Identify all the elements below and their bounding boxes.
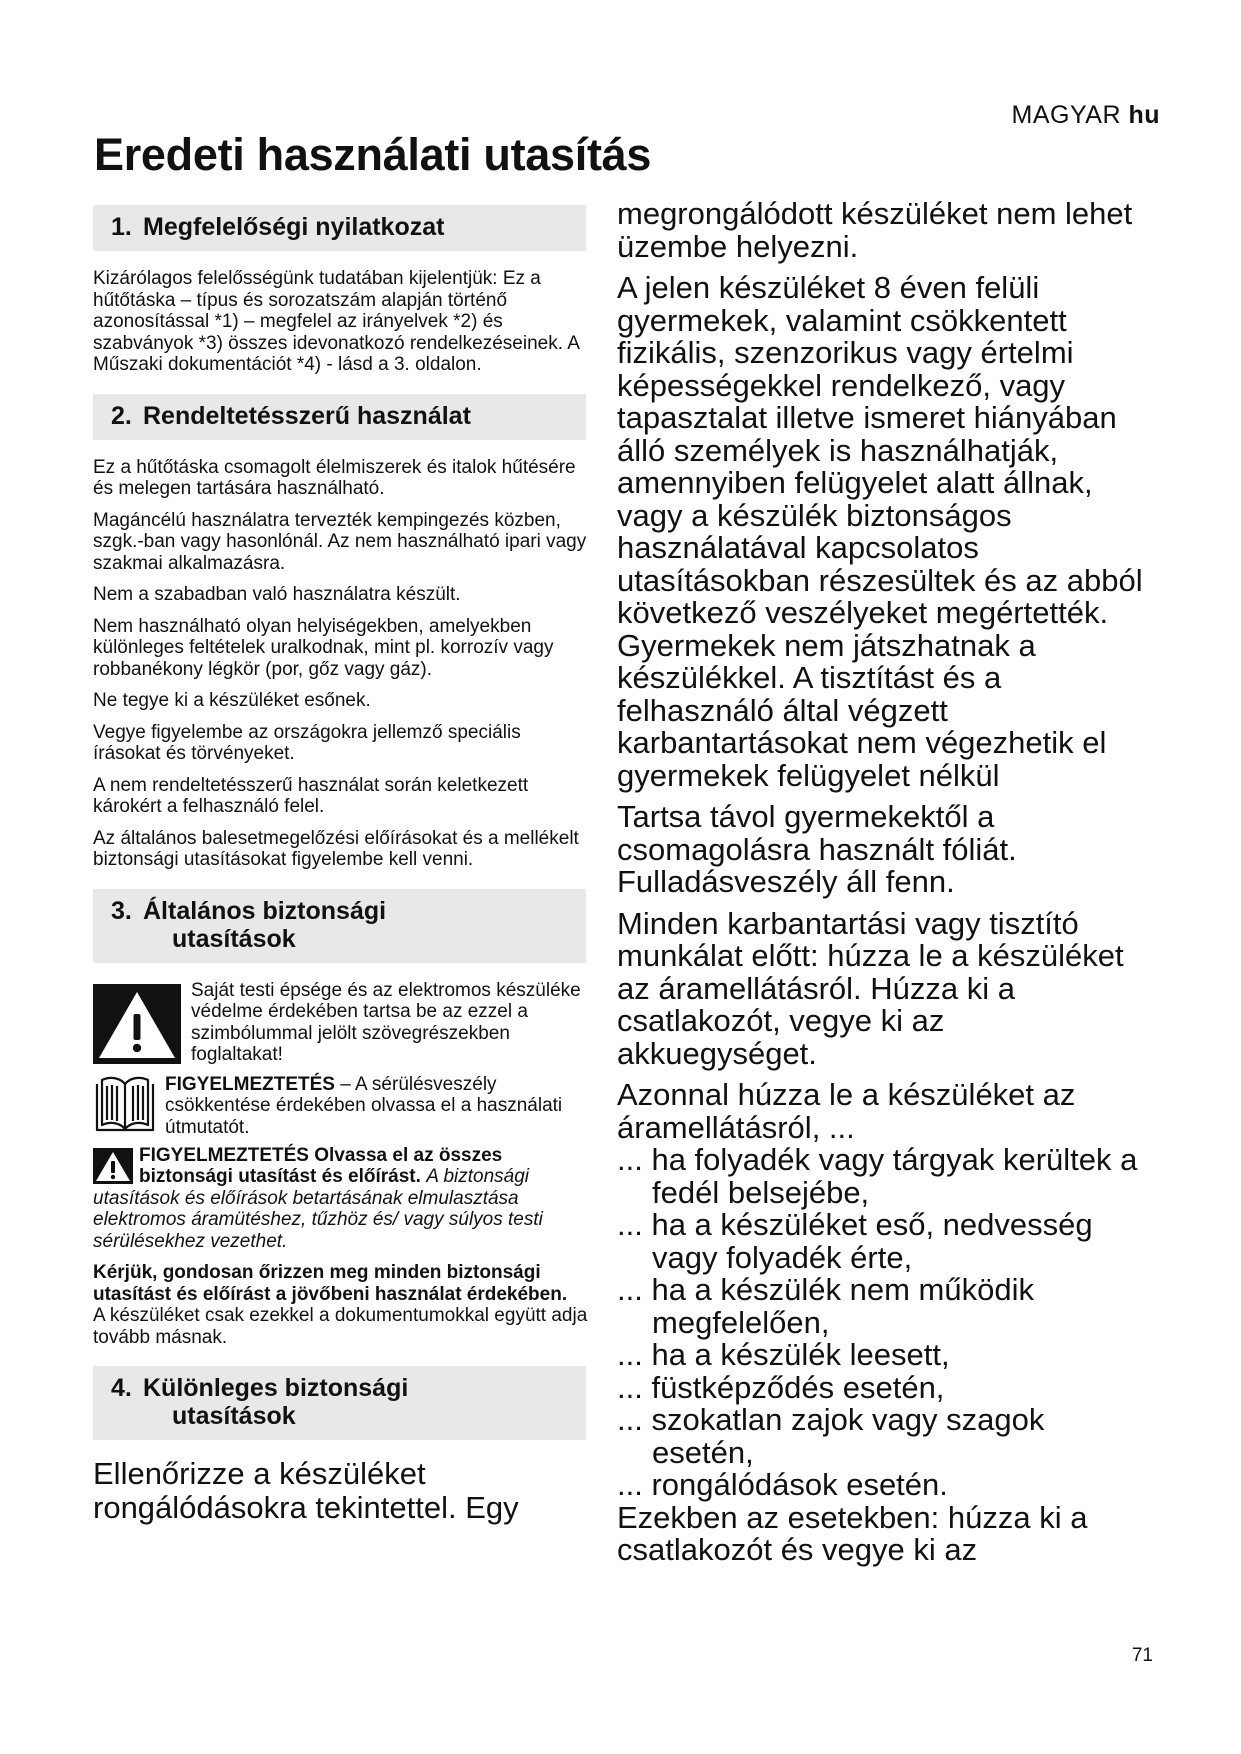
- declaration-text: Kizárólagos felelősségünk tudatában kijelentjük: Ez a hűtőtáska – típus és sorozatszám alapján történő azonosítással *1) – megfelel az irányelvek *2) és szabványok *3) összes idevonatkozó rendelkezéseinek. A Műszaki dokumentációt *4) - lásd a 3. oldalon.: [93, 268, 579, 375]
- right-column: [617, 198, 1147, 1576]
- language-label: [1012, 101, 1161, 130]
- foil-warning: Tartsa távol gyermekektől a csomagolásra használt fóliát. Fulladásveszély áll fenn.: [617, 799, 1017, 899]
- manual-warning-text: – A sérülésveszély csökkentése érdekében olvassa el a használati útmutatót.: [165, 1073, 563, 1138]
- intended-use-paragraph: Ne tegye ki a készüléket esőnek.: [93, 690, 371, 711]
- pass-on-text: A készüléket csak ezekkel a dokumentumokkal együtt adja tovább másnak.: [93, 1305, 588, 1348]
- intended-use-paragraph: Nem a szabadban való használatra készült.: [93, 584, 461, 605]
- intended-use-paragraph: Ez a hűtőtáska csomagolt élelmiszerek és italok hűtésére és melegen tartására használható.: [93, 456, 576, 499]
- language-code: hu: [1128, 101, 1160, 129]
- list-item: ... ha a készülék leesett,: [617, 1337, 950, 1372]
- maintenance-text: Minden karbantartási vagy tisztító munkálat előtt: húzza le a készüléket az áramellátásról. Húzza ki a csatlakozót, vegye ki az akkuegységet.: [617, 905, 1124, 1071]
- manual-book-icon: [93, 1074, 157, 1134]
- conditions-list: [617, 1144, 1147, 1502]
- left-column: [93, 205, 588, 1525]
- section-3-heading: 3. Általános biztonsági utasítások: [93, 889, 586, 963]
- warning-triangle-small-icon: [93, 1148, 133, 1184]
- intended-use-paragraph: Vegye figyelembe az országokra jellemző speciális írásokat és törvényeket.: [93, 721, 521, 764]
- intended-use-paragraph: Magáncélú használatra tervezték kempingezés közben, szgk.-ban vagy hasonlónál. Az nem használható ipari vagy szakmai alkalmazásra.: [93, 509, 587, 574]
- intended-use-paragraph: Nem használható olyan helyiségekben, amelyekben különleges feltételek uralkodnak, mint pl. korrozív vagy robbanékony légkör (por, gőz vagy gáz).: [93, 615, 554, 680]
- list-item: ... ha folyadék vagy tárgyak kerültek a fedél belsejébe,: [617, 1142, 1138, 1210]
- read-all-warning-bold: FIGYELMEZTETÉS Olvassa el az összes biztonsági utasítást és előírást.: [139, 1144, 503, 1187]
- manual-warning: [93, 1074, 588, 1139]
- read-all-warning-italic: A biztonsági utasítások és előírások betartásának elmulasztása elektromos áramütéshez, tűzhöz és/ vagy súlyos testi sérülésekhez vezethet.: [93, 1166, 543, 1252]
- section-2-heading: 2. Rendeltetésszerű használat: [93, 394, 586, 440]
- symbol-note: [93, 980, 588, 1066]
- check-damage-text: Ellenőrizze a készüléket rongálódásokra tekintettel. Egy: [93, 1456, 519, 1525]
- page-number: 71: [1131, 1645, 1153, 1666]
- section-1-heading: 1. Megfelelőségi nyilatkozat: [93, 205, 586, 251]
- keep-instructions: Kérjük, gondosan őrizzen meg minden biztonsági utasítást és előírást a jövőbeni használat érdekében.: [93, 1262, 568, 1305]
- list-item: ... ha a készüléket eső, nedvesség vagy folyadék érte,: [617, 1207, 1093, 1275]
- manual-warning-label: FIGYELMEZTETÉS: [165, 1073, 335, 1095]
- language-name: MAGYAR: [1011, 101, 1121, 129]
- list-item: ... ha a készülék nem működik megfelelően,: [617, 1272, 1034, 1340]
- disconnect-immediately: Azonnal húzza le a készüléket az áramellátásról, ...: [617, 1077, 1076, 1145]
- symbol-note-text: Saját testi épsége és az elektromos készüléke védelme érdekében tartsa be az ezzel a szimbólummal jelölt szövegrészekben foglaltakat!: [191, 979, 581, 1065]
- list-item: ... füstképződés esetén,: [617, 1369, 945, 1405]
- children-text: A jelen készüléket 8 éven felüli gyermekek, valamint csökkentett fizikális, szenzorikus vagy értelmi képességekkel rendelkező, vagy tapasztalat illetve ismeret hiányában álló személyek is használhatják, amennyiben felügyelet alatt állnak, vagy a készülék biztonságos használatával kapcsolatos utasításokban részesültek és az abból következő veszélyeket megértették. Gyermekek nem játszhatnak a készülékkel. A tisztítást és a felhasználó által végzett karbantartásokat nem végezhetik el gyermekek felügyelet nélkül: [617, 270, 1143, 793]
- warning-triangle-icon: [93, 984, 181, 1064]
- intended-use-paragraph: Az általános balesetmegelőzési előírásokat és a mellékelt biztonsági utasításokat figyelembe kell venni.: [93, 827, 579, 870]
- final-text: Ezekben az esetekben: húzza ki a csatlakozót és vegye ki az: [617, 1499, 1088, 1567]
- intended-use-paragraph: A nem rendeltetésszerű használat során keletkezett károkért a felhasználó felel.: [93, 774, 529, 817]
- read-all-warning: [93, 1145, 588, 1253]
- continuation-text: megrongálódott készüléket nem lehet üzembe helyezni.: [617, 196, 1133, 264]
- section-4-heading: 4. Különleges biztonsági utasítások: [93, 1366, 586, 1440]
- list-item: ... rongálódások esetén.: [617, 1467, 948, 1502]
- list-item: ... szokatlan zajok vagy szagok esetén,: [617, 1402, 1045, 1470]
- page-title: Eredeti használati utasítás: [94, 129, 652, 180]
